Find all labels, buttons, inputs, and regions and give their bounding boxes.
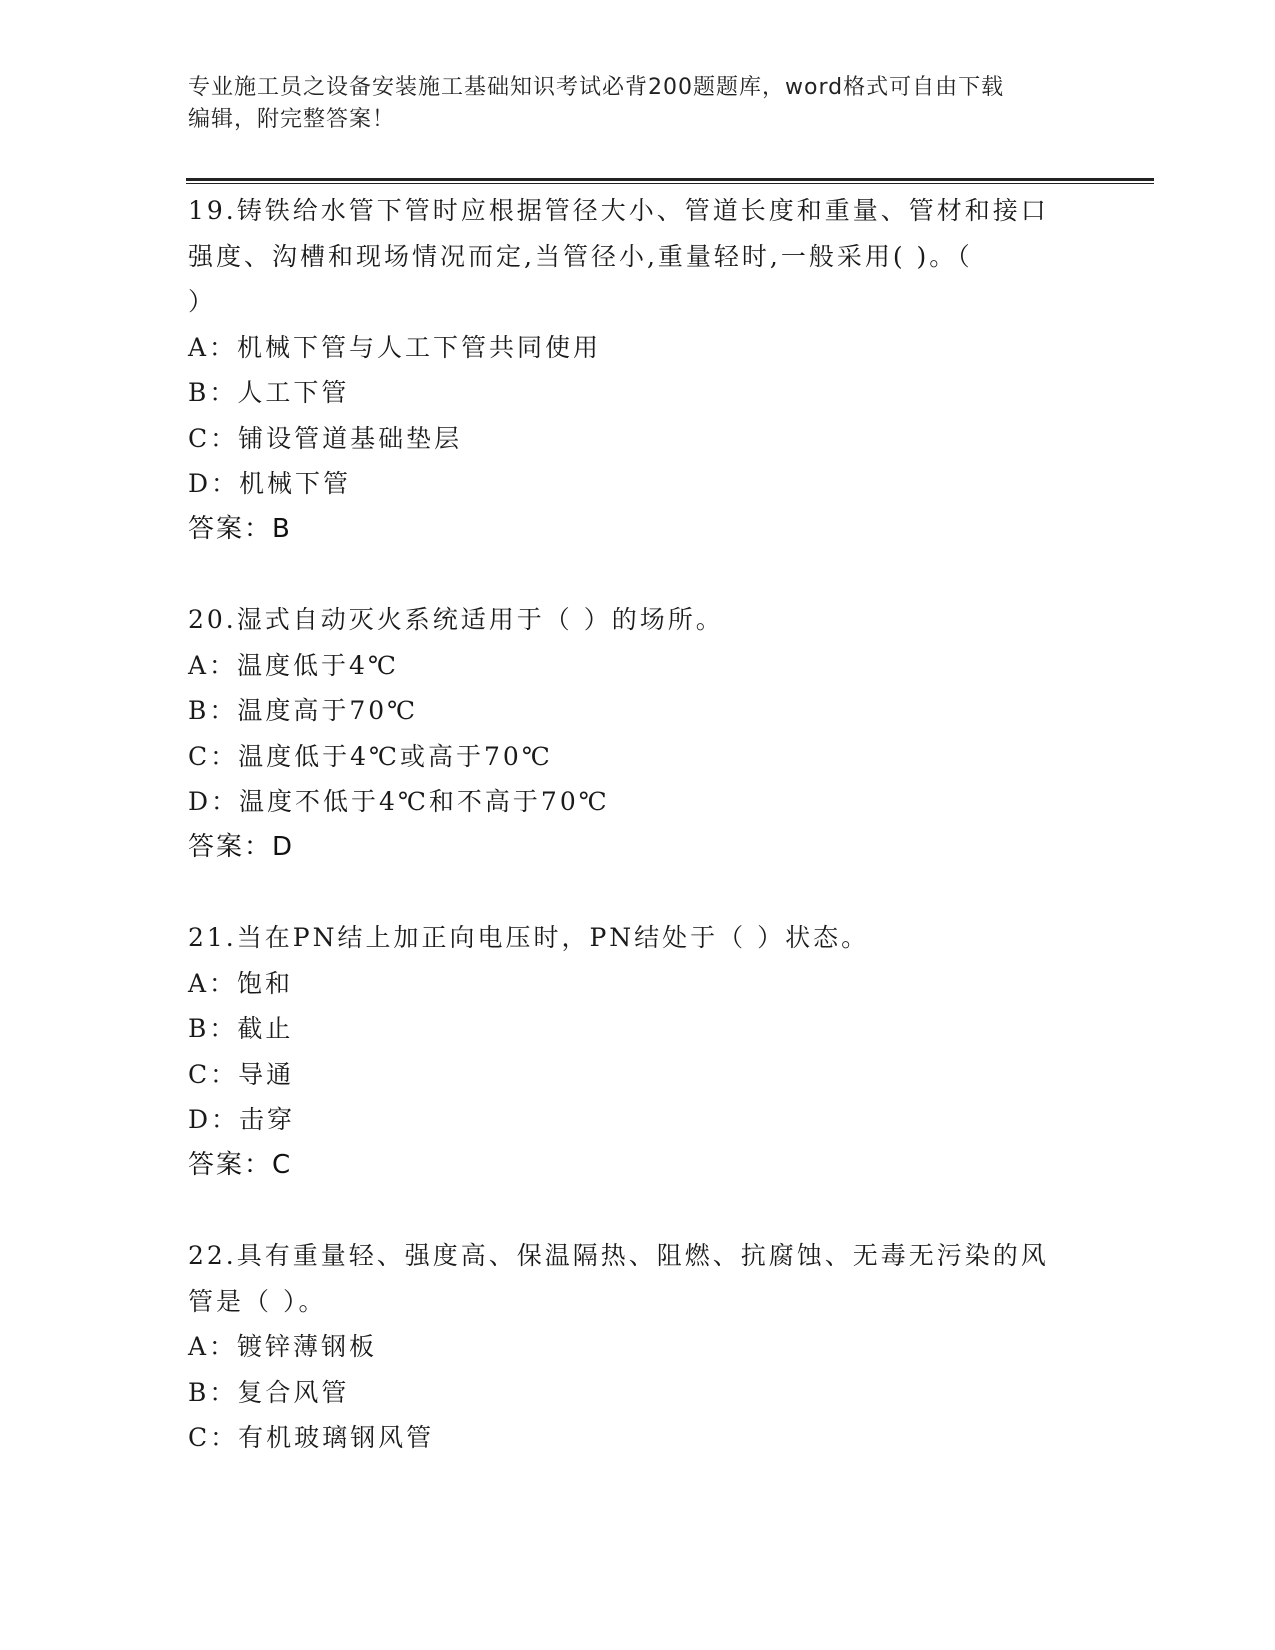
option-c: C：铺设管道基础垫层 — [188, 423, 463, 453]
header-divider-thin — [186, 183, 1154, 184]
document-header — [188, 72, 1088, 136]
question-list — [188, 188, 1088, 1506]
option-c: C：有机玻璃钢风管 — [188, 1423, 435, 1452]
option-a: A：饱和 — [188, 968, 294, 998]
question-20 — [188, 597, 1088, 870]
question-stem-line: 管是（ ）。 — [188, 1286, 327, 1316]
option-d: D：机械下管 — [188, 469, 352, 498]
question-stem-line: ） — [188, 287, 217, 316]
question-stem-line: 21.当在PN结上加正向电压时，PN结处于（ ）状态。 — [188, 923, 870, 952]
option-a: A：温度低于4℃ — [188, 650, 399, 680]
option-b: B：复合风管 — [188, 1377, 350, 1407]
question-21 — [188, 915, 1088, 1188]
option-a: A：机械下管与人工下管共同使用 — [188, 332, 602, 362]
answer-line: 答案：D — [188, 831, 295, 862]
option-c: C：导通 — [188, 1059, 295, 1089]
option-b: B：截止 — [188, 1014, 294, 1043]
question-19 — [188, 188, 1088, 552]
option-c: C：温度低于4℃或高于70℃ — [188, 741, 553, 771]
option-b: B：人工下管 — [188, 378, 350, 407]
question-stem-line: 20.湿式自动灭火系统适用于（ ）的场所。 — [188, 605, 724, 634]
header-line-2: 编辑，附完整答案！ — [188, 107, 396, 132]
answer-line: 答案：C — [188, 1149, 293, 1180]
option-d: D：温度不低于4℃和不高于70℃ — [188, 787, 610, 816]
question-22 — [188, 1233, 1088, 1461]
question-stem-line: 强度、沟槽和现场情况而定,当管径小,重量轻时,一般采用( )。（ — [188, 241, 973, 271]
header-divider-thick — [186, 178, 1154, 181]
option-a: A：镀锌薄钢板 — [188, 1332, 378, 1361]
answer-line: 答案：B — [188, 513, 292, 544]
header-line-1: 专业施工员之设备安装施工基础知识考试必背200题题库，word格式可自由下载 — [188, 75, 1005, 100]
option-b: B：温度高于70℃ — [188, 696, 419, 725]
question-stem-line: 22.具有重量轻、强度高、保温隔热、阻燃、抗腐蚀、无毒无污染的风 — [188, 1241, 1049, 1270]
option-d: D：击穿 — [188, 1105, 296, 1134]
question-stem-line: 19.铸铁给水管下管时应根据管径大小、管道长度和重量、管材和接口 — [188, 196, 1049, 225]
